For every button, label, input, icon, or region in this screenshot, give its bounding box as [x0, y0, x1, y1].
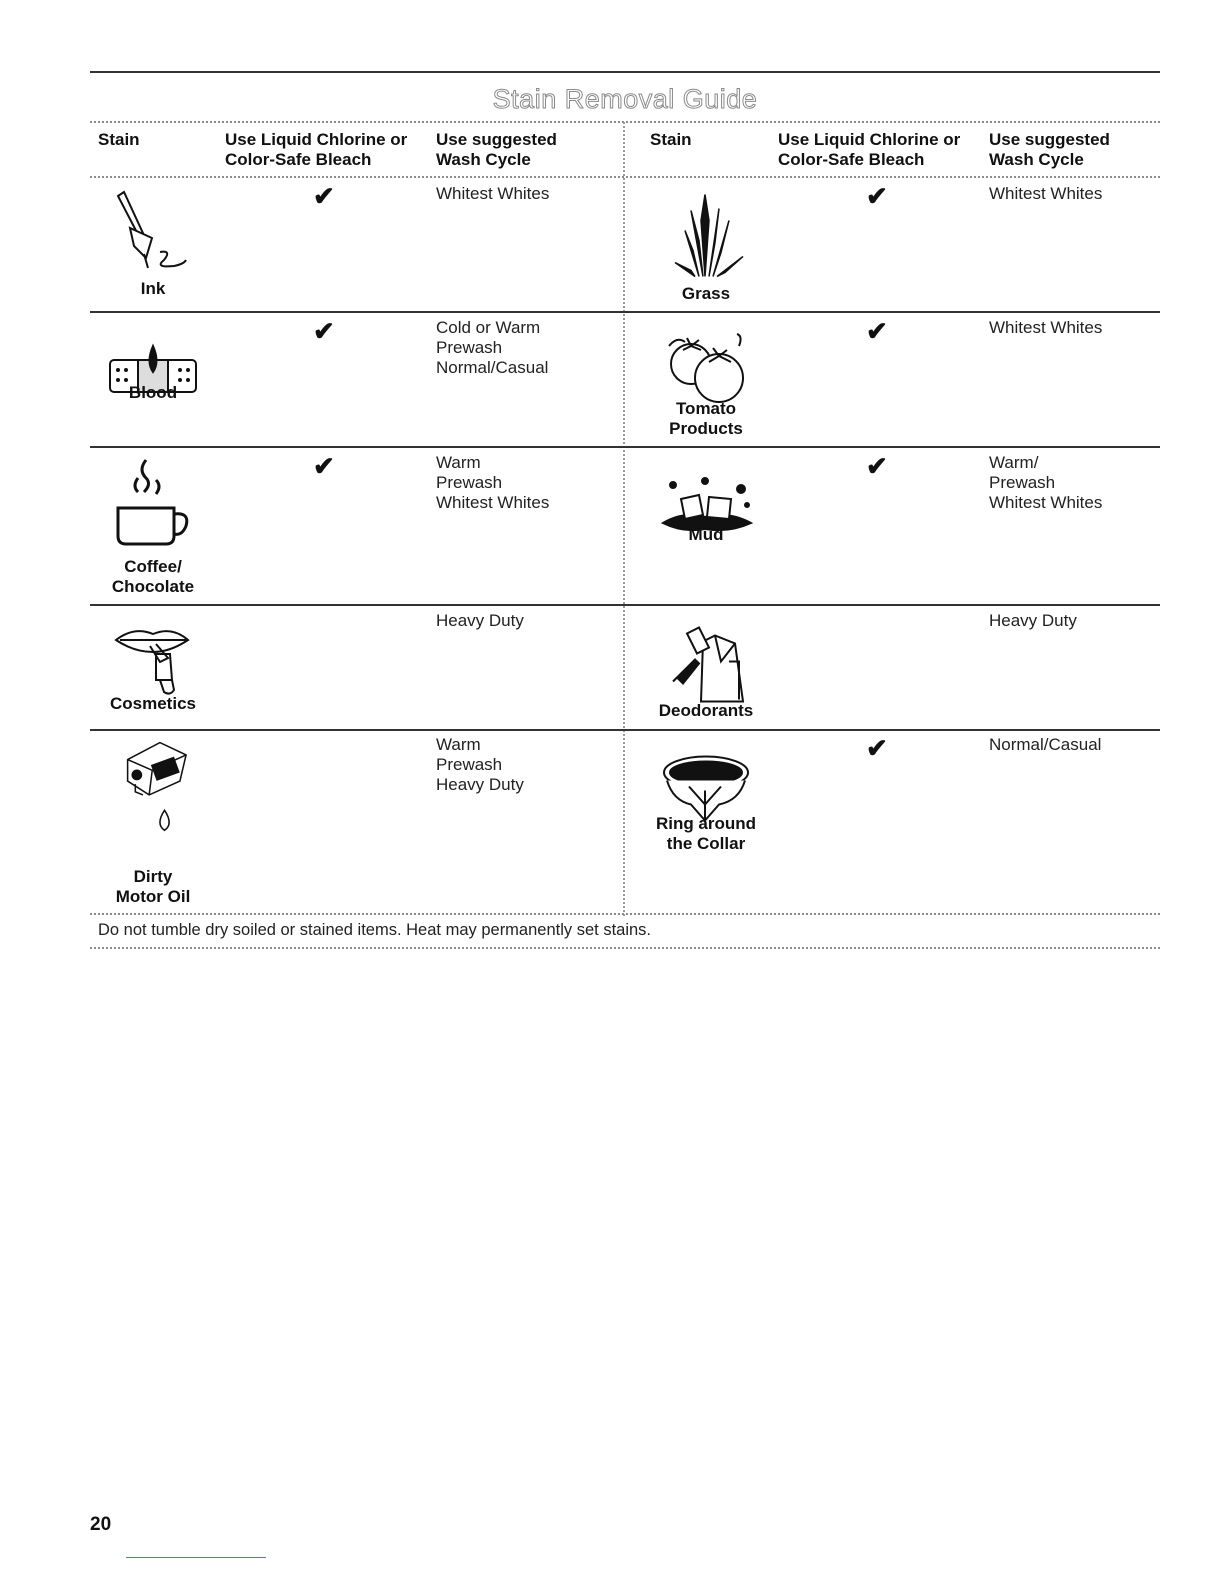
- row-divider: [90, 604, 1160, 606]
- stain-label: Ring around the Collar: [655, 814, 757, 853]
- page-number: 20: [90, 1514, 112, 1535]
- row-divider: [90, 311, 1160, 313]
- header-top-dotted-rule: [90, 121, 1160, 123]
- row-divider: [90, 446, 1160, 448]
- stain-label: Ink: [140, 279, 166, 298]
- header-stain: Stain: [650, 130, 692, 149]
- header-bottom-dotted-rule: [90, 176, 1160, 178]
- deodorant-shirt-icon: [643, 614, 769, 714]
- page-title: Stain Removal Guide: [492, 84, 758, 114]
- footnote-dotted-rule: [90, 947, 1160, 949]
- wash-cycle-text: Warm/ Prewash Whitest Whites: [989, 453, 1103, 512]
- stain-label: Mud: [688, 525, 724, 544]
- column-divider: [623, 122, 625, 916]
- stain-label: Dirty Motor Oil: [115, 867, 191, 906]
- stain-label: Grass: [681, 284, 731, 303]
- bleach-check-mark: ✔: [866, 733, 888, 763]
- stain-label: Cosmetics: [110, 694, 196, 713]
- wash-cycle-text: Heavy Duty: [989, 611, 1077, 630]
- bleach-check-mark: ✔: [866, 451, 888, 481]
- bandage-icon: [90, 322, 216, 422]
- top-rule: [90, 71, 1160, 73]
- stain-label: Tomato Products: [669, 399, 743, 438]
- header-wash-cycle: Use suggested Wash Cycle: [989, 130, 1110, 169]
- bleach-check-mark: ✔: [866, 316, 888, 346]
- stain-label: Deodorants: [658, 701, 754, 720]
- wash-cycle-text: Warm Prewash Heavy Duty: [436, 735, 524, 794]
- wash-cycle-text: Heavy Duty: [436, 611, 524, 630]
- bleach-check-mark: ✔: [866, 181, 888, 211]
- coffee-cup-icon: [90, 456, 216, 556]
- row-divider: [90, 729, 1160, 731]
- wash-cycle-text: Whitest Whites: [436, 184, 550, 203]
- stain-label: Blood: [128, 383, 178, 402]
- header-stain: Stain: [98, 130, 140, 149]
- wash-cycle-text: Whitest Whites: [989, 318, 1103, 337]
- bleach-check-mark: ✔: [313, 181, 335, 211]
- grass-icon: [643, 188, 769, 288]
- stain-label: Coffee/ Chocolate: [111, 557, 195, 596]
- header-bleach: Use Liquid Chlorine or Color-Safe Bleach: [778, 130, 961, 169]
- wash-cycle-text: Cold or Warm Prewash Normal/Casual: [436, 318, 549, 377]
- engine-oil-icon: [90, 738, 216, 838]
- wash-cycle-text: Whitest Whites: [989, 184, 1103, 203]
- wash-cycle-text: Warm Prewash Whitest Whites: [436, 453, 550, 512]
- header-bleach: Use Liquid Chlorine or Color-Safe Bleach: [225, 130, 408, 169]
- footnote: Do not tumble dry soiled or stained items. Heat may permanently set stains.: [98, 921, 651, 939]
- bottom-link-line: [126, 1557, 266, 1558]
- bleach-check-mark: ✔: [313, 316, 335, 346]
- table-bottom-dotted-rule: [90, 913, 1160, 915]
- wash-cycle-text: Normal/Casual: [989, 735, 1102, 754]
- bleach-check-mark: ✔: [313, 451, 335, 481]
- header-wash-cycle: Use suggested Wash Cycle: [436, 130, 557, 169]
- pen-icon: [90, 188, 216, 288]
